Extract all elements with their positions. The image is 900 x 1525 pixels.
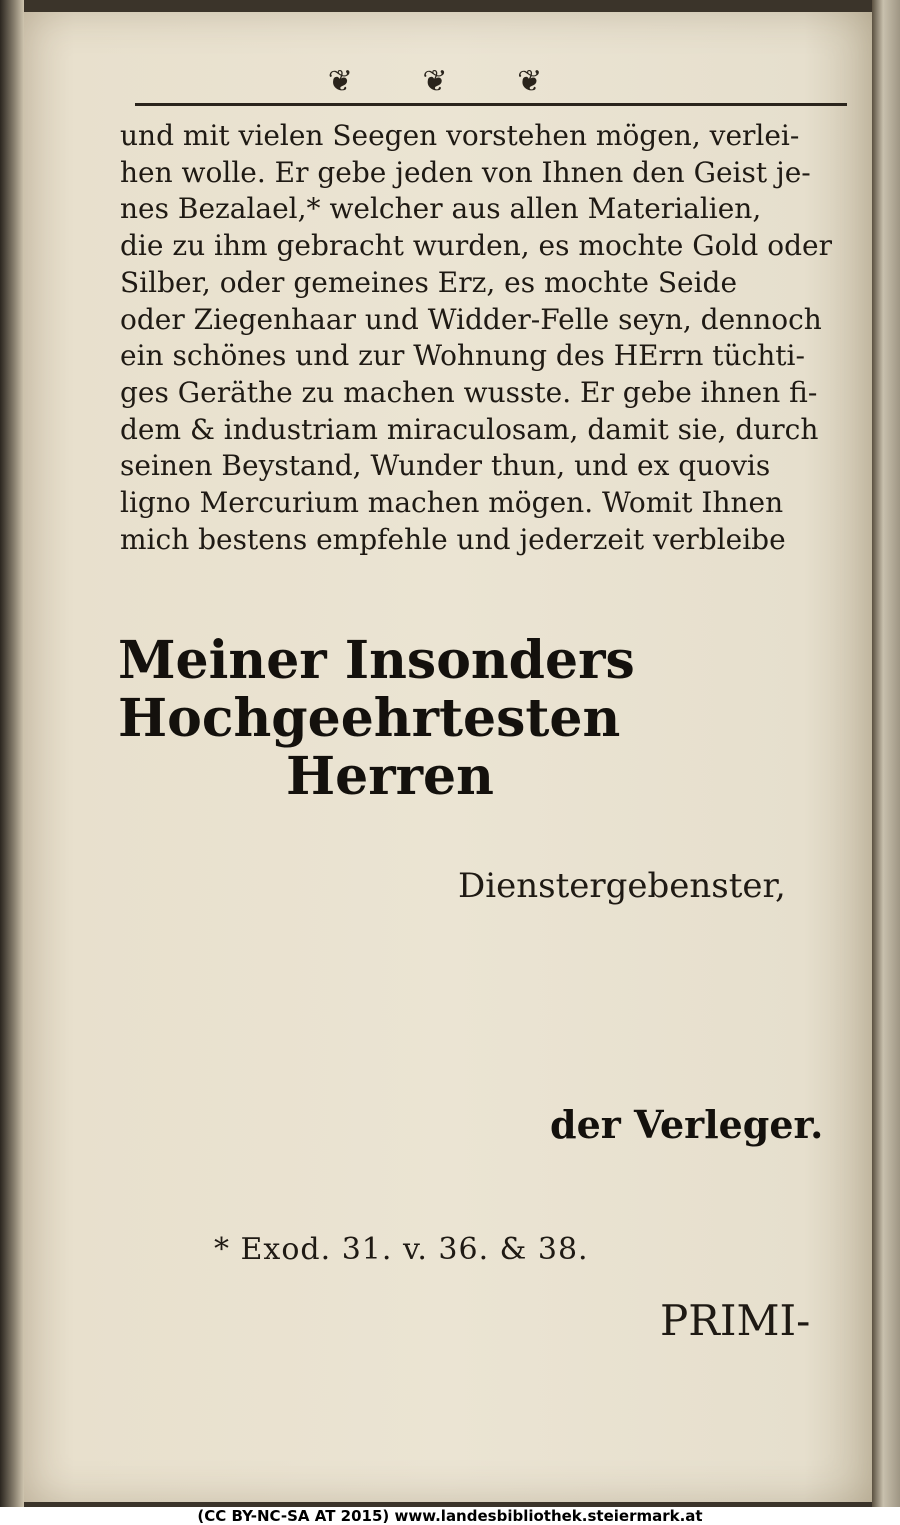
body-line: nes Bezalael,* welcher aus allen Materialien, bbox=[120, 192, 762, 226]
salutation bbox=[118, 632, 848, 806]
catchword: PRIMI- bbox=[660, 1296, 811, 1345]
closing-servant: Dienstergebenster, bbox=[458, 866, 786, 906]
salutation-line-2: Herren bbox=[286, 746, 494, 807]
body-line: und mit vielen Seegen vorstehen mögen, verlei- bbox=[120, 119, 800, 152]
page-edge bbox=[872, 0, 900, 1507]
body-line: dem & industriam miraculosam, damit sie, durch bbox=[120, 412, 819, 446]
body-line: ein schönes und zur Wohnung des HErrn tüchti- bbox=[120, 339, 805, 373]
book-gutter bbox=[0, 0, 24, 1507]
body-line: ligno Mercurium machen mögen. Womit Ihnen bbox=[120, 486, 784, 520]
body-line: die zu ihm gebracht wurden, es mochte Gold oder bbox=[120, 229, 832, 263]
body-line: mich bestens empfehle und jederzeit verbleibe bbox=[120, 522, 786, 556]
body-line: hen wolle. Er gebe jeden von Ihnen den Geist je- bbox=[120, 155, 811, 189]
header-rule bbox=[135, 103, 847, 106]
body-line: seinen Beystand, Wunder thun, und ex quovis bbox=[120, 449, 771, 483]
body-line: oder Ziegenhaar und Widder-Felle seyn, dennoch bbox=[120, 302, 822, 336]
license-credit: (CC BY-NC-SA AT 2015) www.landesbibliothek.steiermark.at bbox=[0, 1507, 900, 1525]
footnote: * Exod. 31. v. 36. & 38. bbox=[214, 1232, 589, 1267]
body-text bbox=[120, 118, 850, 558]
closing-publisher: der Verleger. bbox=[550, 1102, 824, 1147]
body-line: ges Geräthe zu machen wusste. Er gebe ihnen fi- bbox=[120, 375, 818, 409]
body-line: Silber, oder gemeines Erz, es mochte Seide bbox=[120, 265, 738, 299]
header-ornament: ❦ ❦ ❦ bbox=[327, 64, 573, 99]
salutation-line-1: Meiner Insonders Hochgeehrtesten bbox=[118, 630, 635, 749]
